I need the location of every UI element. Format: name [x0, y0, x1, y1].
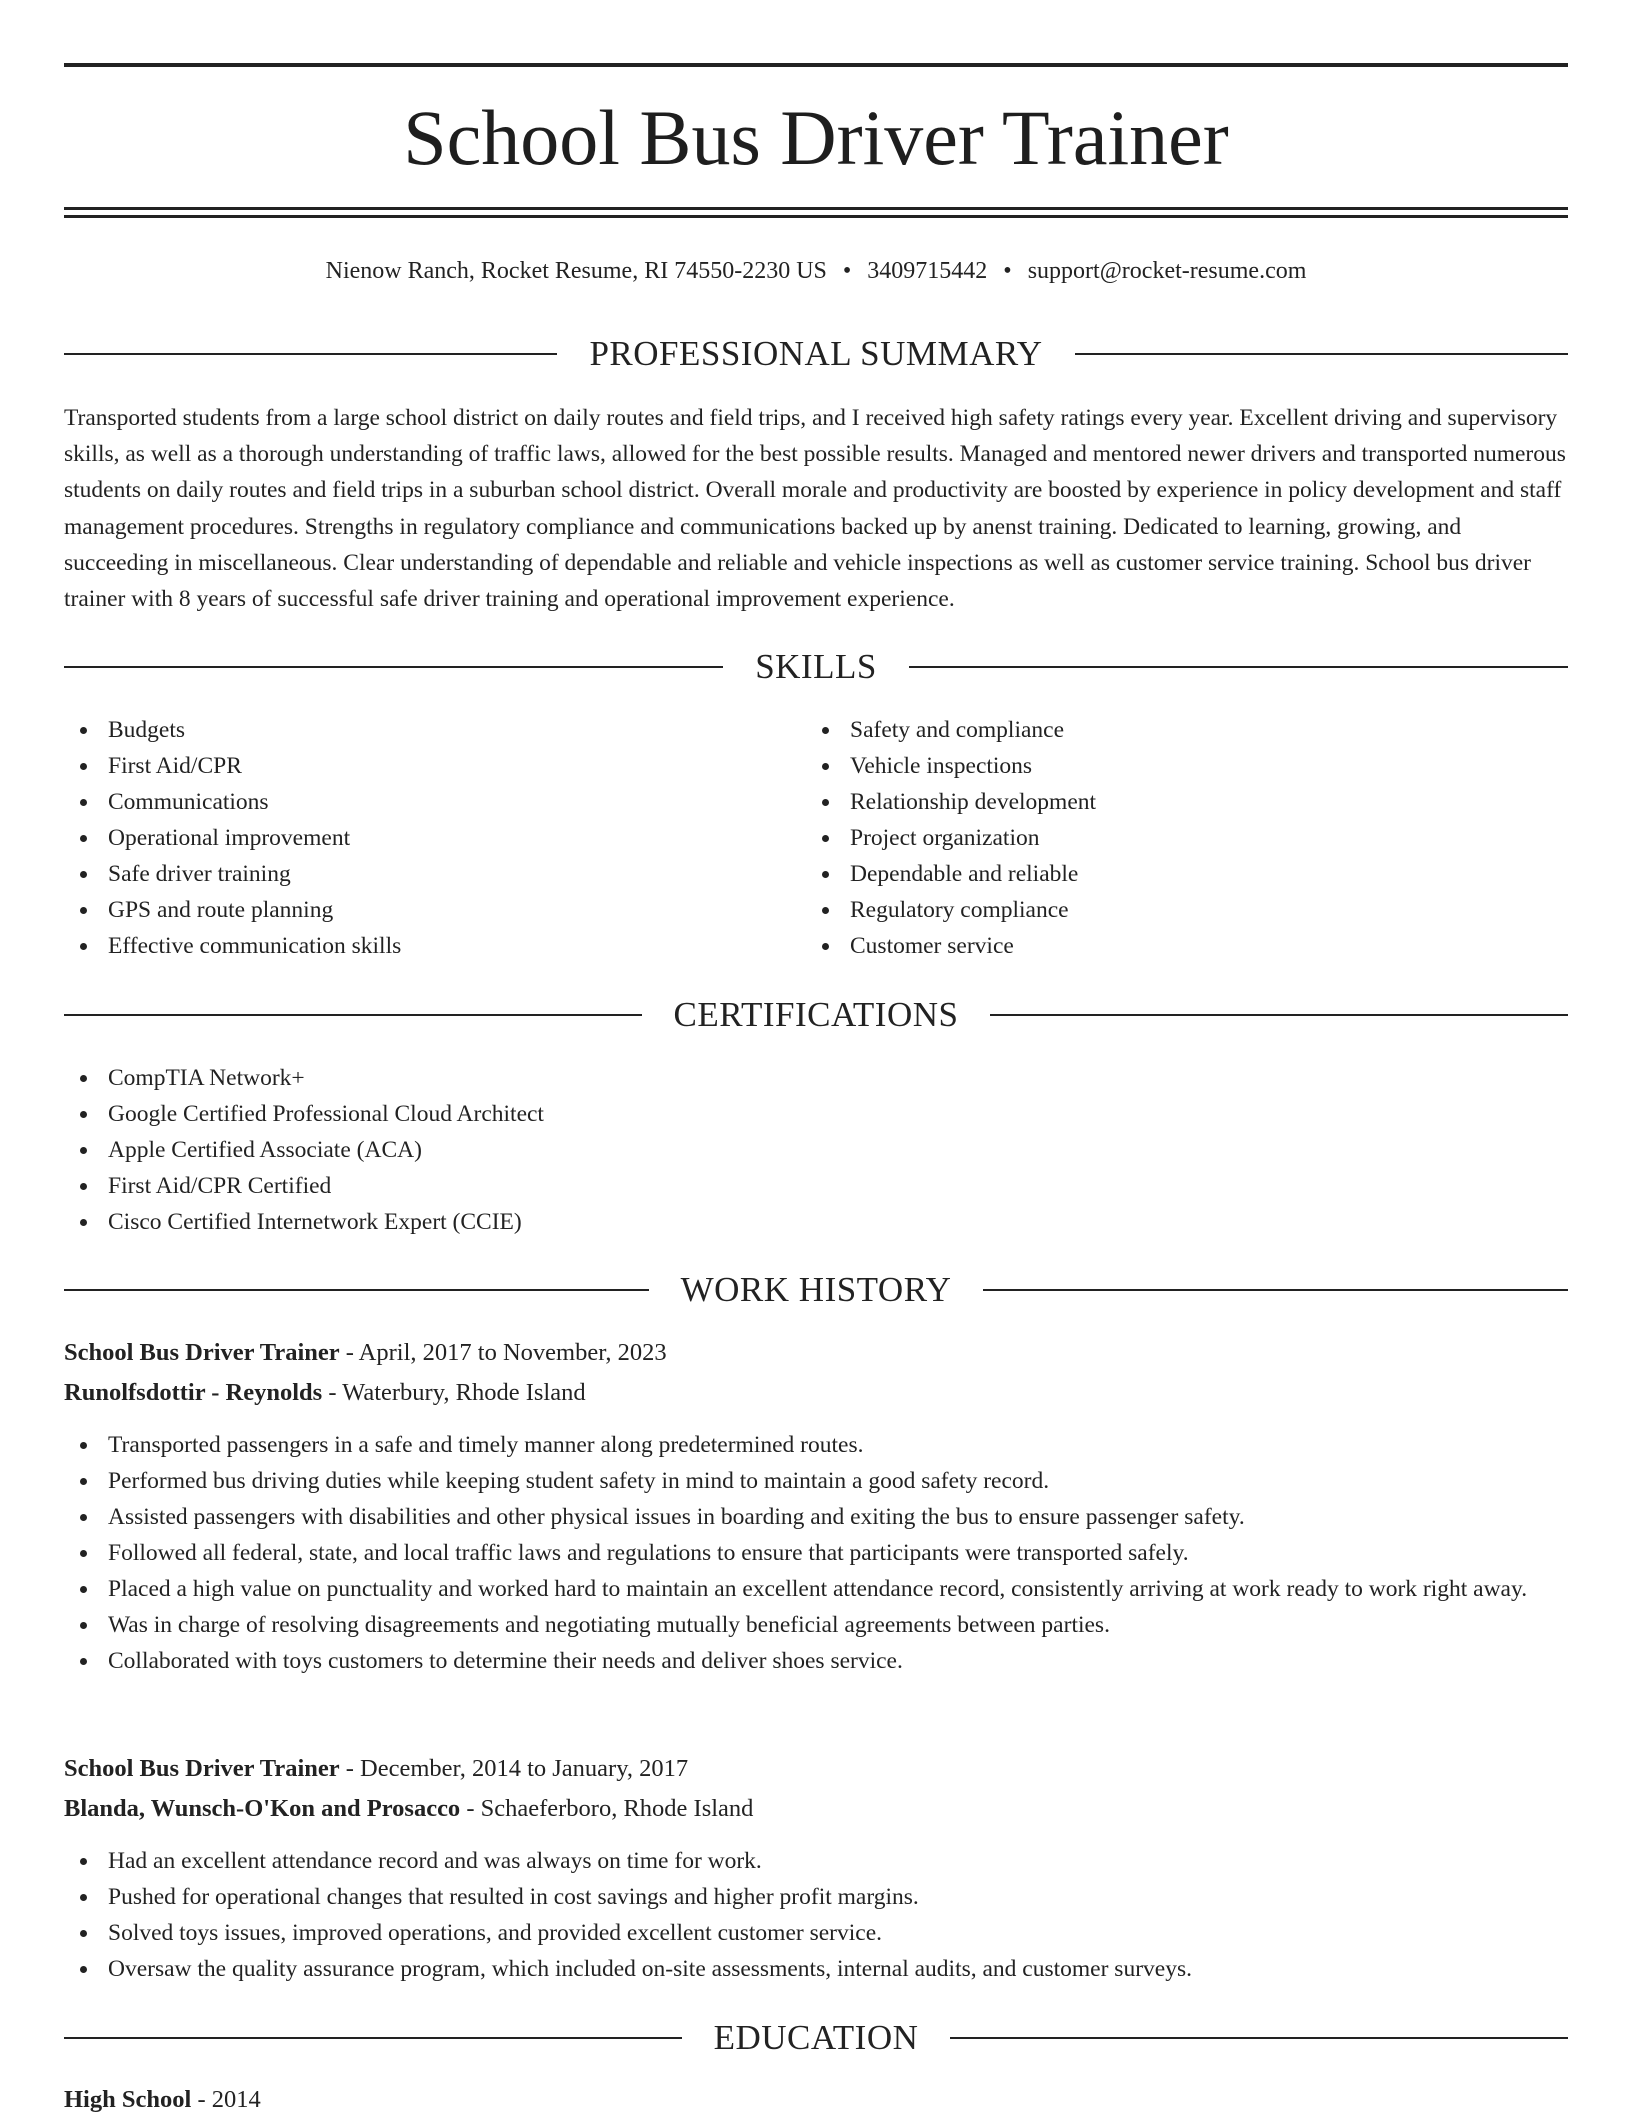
section-rule-right — [1075, 353, 1568, 355]
job-location: - Waterbury, Rhode Island — [322, 1379, 586, 1406]
certifications-list — [64, 1060, 1568, 1240]
education-degree: High School — [64, 2086, 192, 2113]
section-title-work-history: WORK HISTORY — [680, 1270, 952, 1309]
section-header-certifications — [64, 995, 1568, 1035]
job-company: Runolfsdottir - Reynolds — [64, 1379, 323, 1406]
skill-item: Vehicle inspections — [806, 748, 1546, 784]
section-header-summary — [64, 334, 1568, 374]
section-header-education — [64, 2018, 1568, 2058]
contact-separator: • — [1003, 258, 1012, 284]
contact-email: support@rocket-resume.com — [1027, 258, 1307, 284]
job-duty: Transported passengers in a safe and timely manner along predetermined routes. — [64, 1427, 1568, 1463]
skills-list-right — [806, 712, 1546, 964]
header-double-rule-lower — [64, 215, 1568, 218]
job-title: School Bus Driver Trainer — [64, 1339, 340, 1366]
skill-item: Communications — [64, 784, 804, 820]
section-title-certifications: CERTIFICATIONS — [673, 995, 959, 1034]
skill-item: Operational improvement — [64, 820, 804, 856]
job-duty: Solved toys issues, improved operations, and provided excellent customer service. — [64, 1915, 1568, 1951]
certification-item: Apple Certified Associate (ACA) — [64, 1132, 1568, 1168]
resume-page — [64, 0, 1568, 2112]
job-duty: Assisted passengers with disabilities and other physical issues in boarding and exiting the bus to ensure passenger safety. — [64, 1499, 1568, 1535]
skill-item: Project organization — [806, 820, 1546, 856]
job-location: - Schaeferboro, Rhode Island — [460, 1795, 754, 1822]
section-rule-left — [64, 1014, 642, 1016]
header-double-rule-upper — [64, 207, 1568, 210]
skill-item: Effective communication skills — [64, 928, 804, 964]
skill-item: Dependable and reliable — [806, 856, 1546, 892]
skill-item: Safe driver training — [64, 856, 804, 892]
certification-item: First Aid/CPR Certified — [64, 1168, 1568, 1204]
contact-separator: • — [842, 258, 852, 284]
skill-item: Relationship development — [806, 784, 1546, 820]
job-duty: Placed a high value on punctuality and worked hard to maintain an excellent attendance record, consistently arriving at work ready to work right away. — [64, 1571, 1568, 1607]
certification-item: CompTIA Network+ — [64, 1060, 1568, 1096]
contact-address: Nienow Ranch, Rocket Resume, RI 74550-2230 US — [325, 258, 827, 284]
skills-list-left — [64, 712, 804, 964]
section-rule-left — [64, 353, 557, 355]
section-header-work-history — [64, 1270, 1568, 1310]
job-duty: Collaborated with toys customers to determine their needs and deliver shoes service. — [64, 1643, 1568, 1679]
resume-title: School Bus Driver Trainer — [403, 94, 1229, 181]
job-duty: Had an excellent attendance record and was always on time for work. — [64, 1843, 1568, 1879]
job-duties-list — [64, 1427, 1568, 1679]
job-company-line — [64, 1375, 1568, 1411]
section-rule-left — [64, 2037, 682, 2039]
certification-item: Cisco Certified Internetwork Expert (CCIE) — [64, 1204, 1568, 1240]
section-title-skills: SKILLS — [755, 647, 877, 686]
job-dates: - April, 2017 to November, 2023 — [339, 1339, 667, 1366]
skill-item: Safety and compliance — [806, 712, 1546, 748]
job-title: School Bus Driver Trainer — [64, 1755, 340, 1782]
contact-phone: 3409715442 — [867, 258, 988, 284]
section-rule-right — [990, 1014, 1568, 1016]
skill-item: Customer service — [806, 928, 1546, 964]
job-duties-list — [64, 1843, 1568, 1987]
job-title-line — [64, 1335, 1568, 1371]
section-rule-right — [909, 666, 1568, 668]
job-duty: Performed bus driving duties while keeping student safety in mind to maintain a good safety record. — [64, 1463, 1568, 1499]
job-duty: Was in charge of resolving disagreements and negotiating mutually beneficial agreements between parties. — [64, 1607, 1568, 1643]
skill-item: Regulatory compliance — [806, 892, 1546, 928]
header-top-rule — [64, 63, 1568, 67]
job-dates: - December, 2014 to January, 2017 — [339, 1755, 689, 1782]
job-company-line — [64, 1791, 1568, 1827]
section-rule-right — [983, 1289, 1568, 1291]
section-title-education: EDUCATION — [713, 2018, 919, 2057]
section-rule-left — [64, 1289, 649, 1291]
section-rule-right — [950, 2037, 1568, 2039]
job-duty: Oversaw the quality assurance program, which included on-site assessments, internal audits, and customer surveys. — [64, 1951, 1568, 1987]
certification-item: Google Certified Professional Cloud Architect — [64, 1096, 1568, 1132]
section-title-summary: PROFESSIONAL SUMMARY — [589, 334, 1043, 373]
education-line — [64, 2082, 1568, 2118]
section-rule-left — [64, 666, 723, 668]
contact-line — [64, 254, 1568, 288]
skill-item: First Aid/CPR — [64, 748, 804, 784]
job-duty: Pushed for operational changes that resulted in cost savings and higher profit margins. — [64, 1879, 1568, 1915]
summary-paragraph: Transported students from a large school district on daily routes and field trips, and I received high safety ratings every year. Excellent driving and supervisory skills, as well as a thorough understanding of traffic laws, allowed for the best possible results. Managed and mentored newer drivers and transported numerous students on daily routes and field trips in a suburban school district. Overall morale and productivity are boosted by experience in policy development and staff management procedures. Strengths in regulatory compliance and communications backed up by anenst training. Dedicated to learning, growing, and succeeding in miscellaneous. Clear understanding of dependable and reliable and vehicle inspections as well as customer service training. School bus driver trainer with 8 years of successful safe driver training and operational improvement experience. — [64, 405, 1566, 613]
education-year: - 2014 — [191, 2086, 261, 2113]
section-header-skills — [64, 647, 1568, 687]
job-company: Blanda, Wunsch-O'Kon and Prosacco — [64, 1795, 461, 1822]
skill-item: Budgets — [64, 712, 804, 748]
job-duty: Followed all federal, state, and local traffic laws and regulations to ensure that participants were transported safely. — [64, 1535, 1568, 1571]
job-title-line — [64, 1751, 1568, 1787]
skill-item: GPS and route planning — [64, 892, 804, 928]
